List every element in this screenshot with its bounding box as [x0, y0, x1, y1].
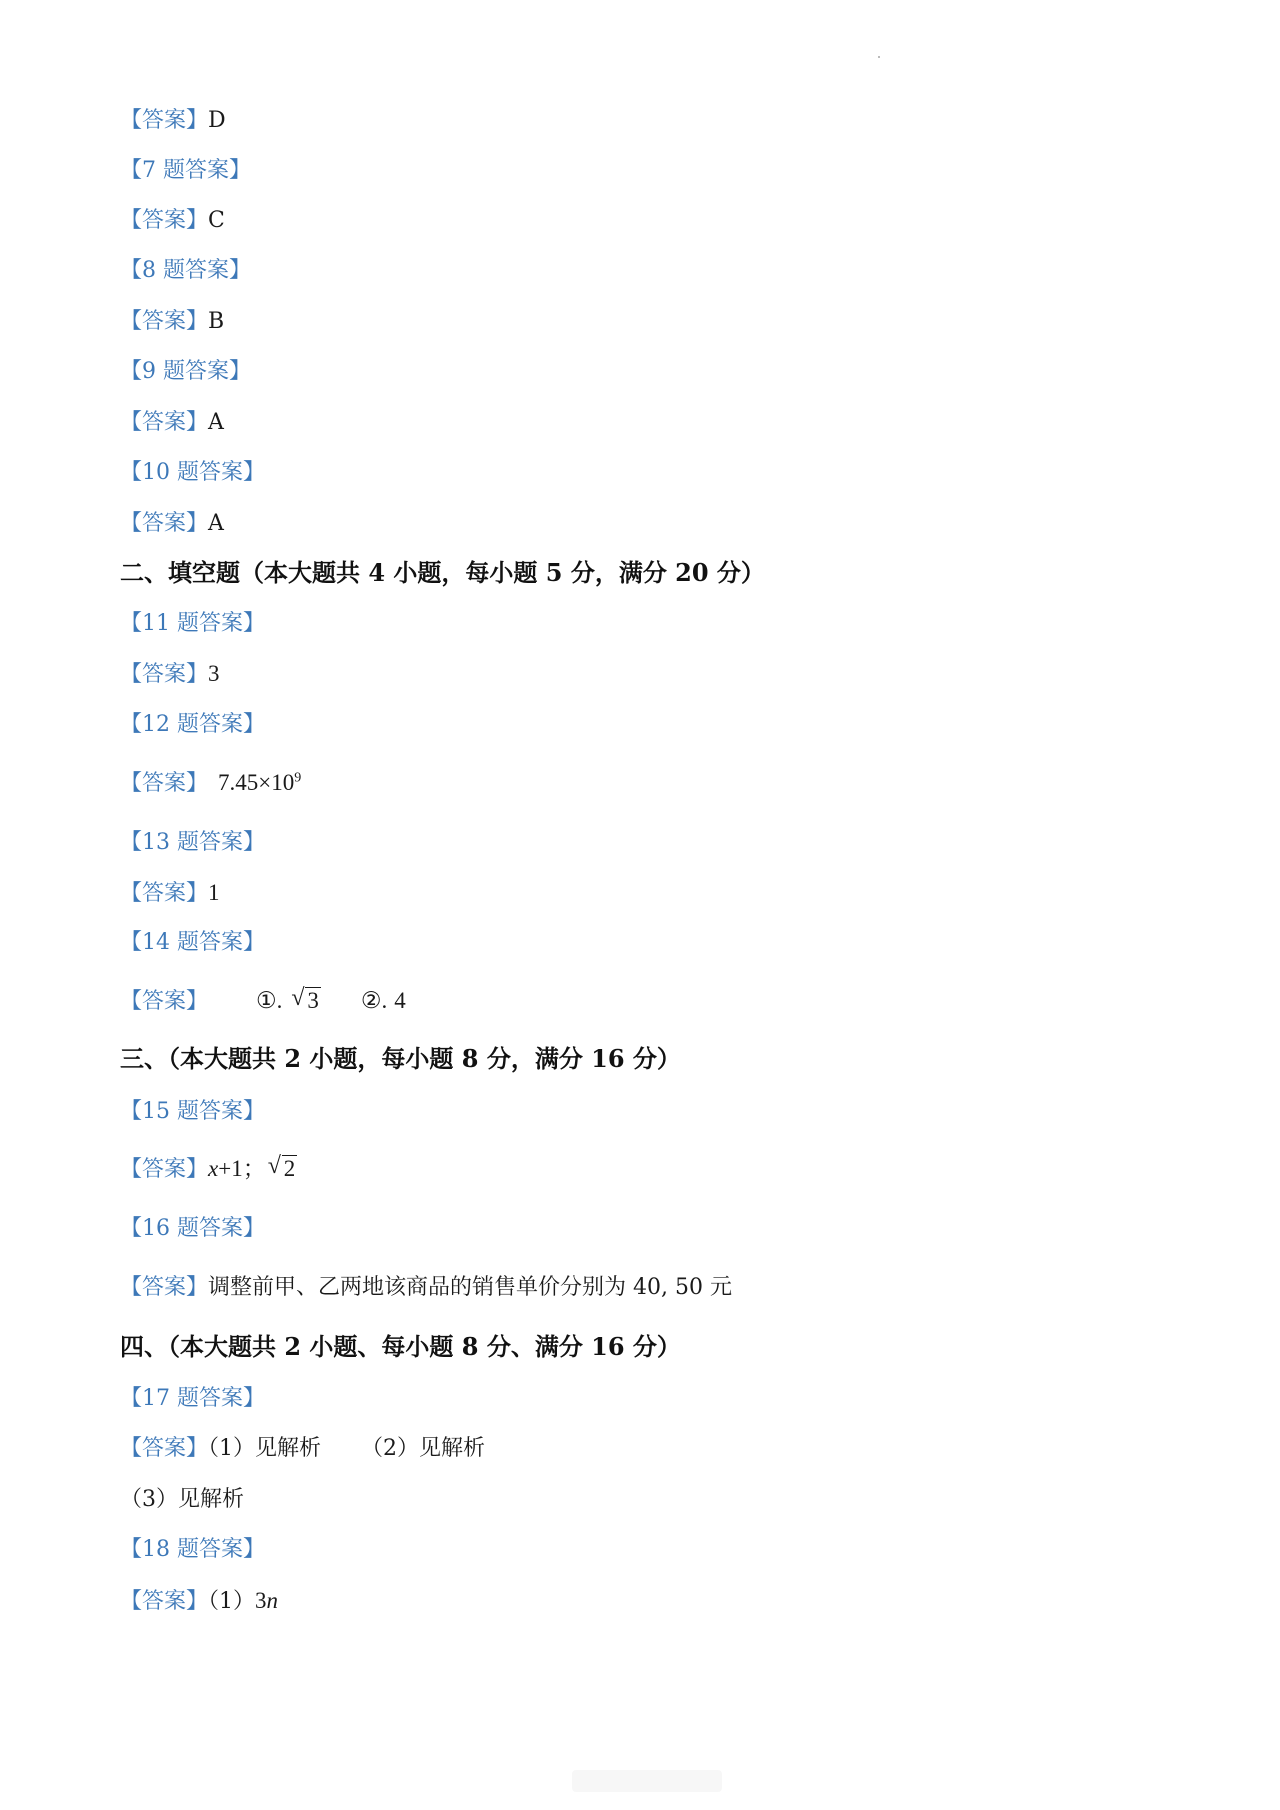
- answer-line-8: [120, 307, 224, 337]
- answer-tag: 【答案】: [120, 1275, 209, 1300]
- answer-tag: 【答案】: [120, 511, 209, 536]
- question-tag: 【7 题答案】: [120, 158, 251, 183]
- question-label-18: [120, 1535, 265, 1565]
- expr-variable: x: [208, 1156, 219, 1181]
- answer-tag: 【答案】: [120, 771, 209, 796]
- answer-tag: 【答案】: [120, 1589, 209, 1614]
- answer-value: 3: [208, 661, 220, 686]
- answer-line-6: [120, 106, 226, 136]
- part2-value: 4: [394, 988, 406, 1013]
- answer-line-7: [120, 206, 225, 236]
- question-label-8: [120, 256, 251, 286]
- question-label-16: [120, 1214, 265, 1244]
- answer-value: C: [208, 208, 225, 233]
- answer-line-11: [120, 659, 220, 690]
- corner-mark: [878, 56, 880, 58]
- answer-value: D: [208, 108, 226, 133]
- question-tag: 【16 题答案】: [120, 1216, 265, 1241]
- question-tag: 【18 题答案】: [120, 1537, 265, 1562]
- expr-rest: +1；: [218, 1156, 266, 1181]
- answer-line-17-cont: [120, 1485, 244, 1515]
- answer-tag: 【答案】: [120, 881, 209, 906]
- answer-line-15: [120, 1154, 297, 1185]
- question-label-11: [120, 609, 265, 639]
- answer-value: [218, 770, 301, 795]
- part1-prefix: （1）: [208, 1589, 256, 1614]
- question-label-7: [120, 156, 251, 186]
- question-tag: 【11 题答案】: [120, 611, 265, 636]
- question-tag: 【12 题答案】: [120, 712, 265, 737]
- question-label-13: [120, 828, 265, 858]
- answer-line-13: [120, 878, 220, 909]
- question-label-14: [120, 928, 265, 958]
- answer-value: 1: [208, 880, 220, 905]
- part1: （1）见解析: [208, 1436, 322, 1461]
- answer-tag: 【答案】: [120, 662, 209, 687]
- sqrt-expression: [268, 1154, 298, 1184]
- part2: （2）见解析: [361, 1436, 486, 1461]
- scientific-exponent: 9: [294, 770, 302, 786]
- question-label-12: [120, 710, 265, 740]
- scientific-base: 7.45×10: [218, 770, 295, 795]
- answer-value: A: [208, 410, 224, 435]
- answer-tag: 【答案】: [120, 1436, 209, 1461]
- radicand: 2: [283, 1156, 296, 1181]
- question-tag: 【17 题答案】: [120, 1386, 265, 1411]
- answer-tag: 【答案】: [120, 410, 209, 435]
- question-tag: 【15 题答案】: [120, 1099, 265, 1124]
- part2-marker: ②.: [360, 988, 388, 1013]
- part1-marker: ①.: [256, 988, 283, 1013]
- part3: （3）见解析: [120, 1487, 244, 1512]
- question-tag: 【13 题答案】: [120, 830, 265, 855]
- question-label-9: [120, 357, 251, 387]
- section-heading-4: 四、（本大题共 2 小题、每小题 8 分、满分 16 分）: [120, 1332, 681, 1361]
- radical-sign-icon: √: [291, 985, 305, 1011]
- answer-line-18: [120, 1586, 278, 1617]
- section-heading-3: 三、（本大题共 2 小题，每小题 8 分，满分 16 分）: [120, 1044, 681, 1073]
- answer-tag: 【答案】: [120, 989, 209, 1014]
- question-label-17: [120, 1384, 265, 1414]
- answer-value: 调整前甲、乙两地该商品的销售单价分别为 40, 50 元: [208, 1275, 732, 1300]
- question-tag: 【14 题答案】: [120, 930, 265, 955]
- answer-value: A: [208, 511, 224, 536]
- answer-line-10: [120, 509, 224, 539]
- part1-variable: n: [266, 1588, 279, 1613]
- question-tag: 【8 题答案】: [120, 258, 251, 283]
- answer-line-16: [120, 1273, 732, 1303]
- answer-line-12: [120, 768, 301, 799]
- question-tag: 【9 题答案】: [120, 359, 251, 384]
- answer-line-14: [120, 986, 406, 1017]
- part1-number: 3: [255, 1588, 267, 1613]
- answer-tag: 【答案】: [120, 1157, 209, 1182]
- answer-line-17: [120, 1434, 485, 1464]
- answer-value: B: [208, 309, 225, 334]
- answer-tag: 【答案】: [120, 208, 209, 233]
- sqrt-expression: [291, 986, 321, 1016]
- question-tag: 【10 题答案】: [120, 460, 265, 485]
- answer-line-9: [120, 408, 224, 438]
- radical-sign-icon: √: [267, 1153, 281, 1179]
- question-label-15: [120, 1097, 265, 1127]
- footer-mark: [572, 1770, 722, 1792]
- section-heading-2: 二、填空题（本大题共 4 小题，每小题 5 分，满分 20 分）: [120, 558, 765, 587]
- answer-tag: 【答案】: [120, 108, 209, 133]
- answer-tag: 【答案】: [120, 309, 209, 334]
- question-label-10: [120, 458, 265, 488]
- radicand: 3: [307, 988, 319, 1013]
